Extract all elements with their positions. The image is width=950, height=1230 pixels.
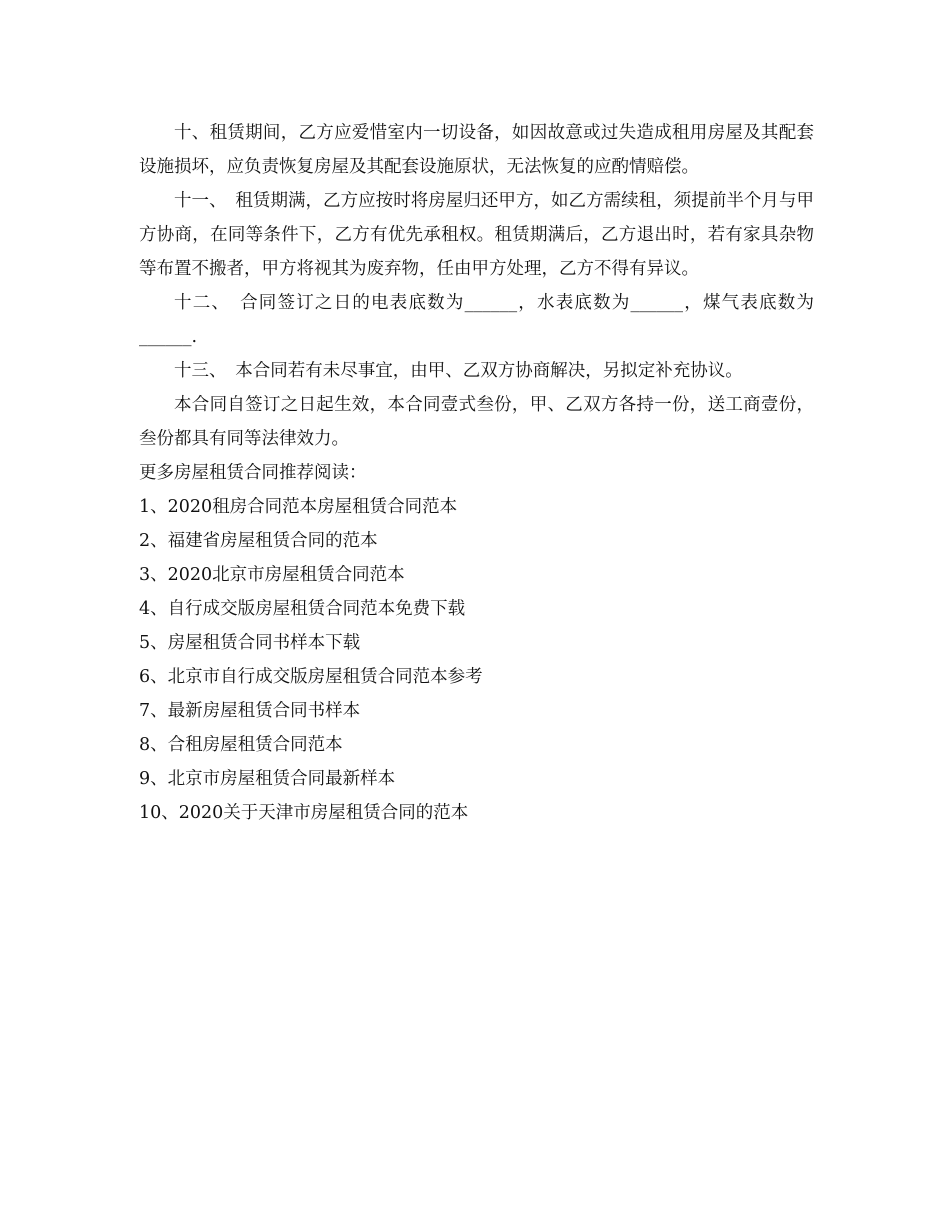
effective-clause: 本合同自签订之日起生效，本合同壹式叁份，甲、乙双方各持一份，送工商壹份，叁份都具有同等法律效力。 — [139, 395, 814, 449]
more-reading-item-2[interactable]: 2、福建省房屋租赁合同的范本 — [139, 531, 378, 551]
more-reading-list — [139, 490, 814, 830]
more-reading-item-10[interactable]: 10、2020关于天津市房屋租赁合同的范本 — [139, 803, 469, 823]
clause-10: 十、租赁期间，乙方应爱惜室内一切设备，如因故意或过失造成租用房屋及其配套设施损坏，应负责恢复房屋及其配套设施原状，无法恢复的应酌情赔偿。 — [139, 123, 814, 177]
document-body — [139, 116, 814, 830]
more-reading-item-8[interactable]: 8、合租房屋租赁合同范本 — [139, 735, 343, 755]
more-reading-item-6[interactable]: 6、北京市自行成交版房屋租赁合同范本参考 — [139, 667, 483, 687]
clause-12: 十二、 合同签订之日的电表底数为______，水表底数为______，煤气表底数为______. — [139, 293, 814, 347]
clause-11: 十一、 租赁期满，乙方应按时将房屋归还甲方，如乙方需续租，须提前半个月与甲方协商，在同等条件下，乙方有优先承租权。租赁期满后，乙方退出时，若有家具杂物等布置不搬者，甲方将视其为废弃物，任由甲方处理，乙方不得有异议。 — [139, 191, 814, 279]
clause-13: 十三、 本合同若有未尽事宜，由甲、乙双方协商解决，另拟定补充协议。 — [174, 361, 743, 381]
more-reading-item-9[interactable]: 9、北京市房屋租赁合同最新样本 — [139, 769, 396, 789]
more-reading-item-4[interactable]: 4、自行成交版房屋租赁合同范本免费下载 — [139, 599, 466, 619]
more-reading-title: 更多房屋租赁合同推荐阅读： — [139, 463, 367, 483]
more-reading-item-5[interactable]: 5、房屋租赁合同书样本下载 — [139, 633, 361, 653]
more-reading-item-7[interactable]: 7、最新房屋租赁合同书样本 — [139, 701, 361, 721]
more-reading-item-1[interactable]: 1、2020租房合同范本房屋租赁合同范本 — [139, 497, 458, 517]
more-reading-item-3[interactable]: 3、2020北京市房屋租赁合同范本 — [139, 565, 405, 585]
